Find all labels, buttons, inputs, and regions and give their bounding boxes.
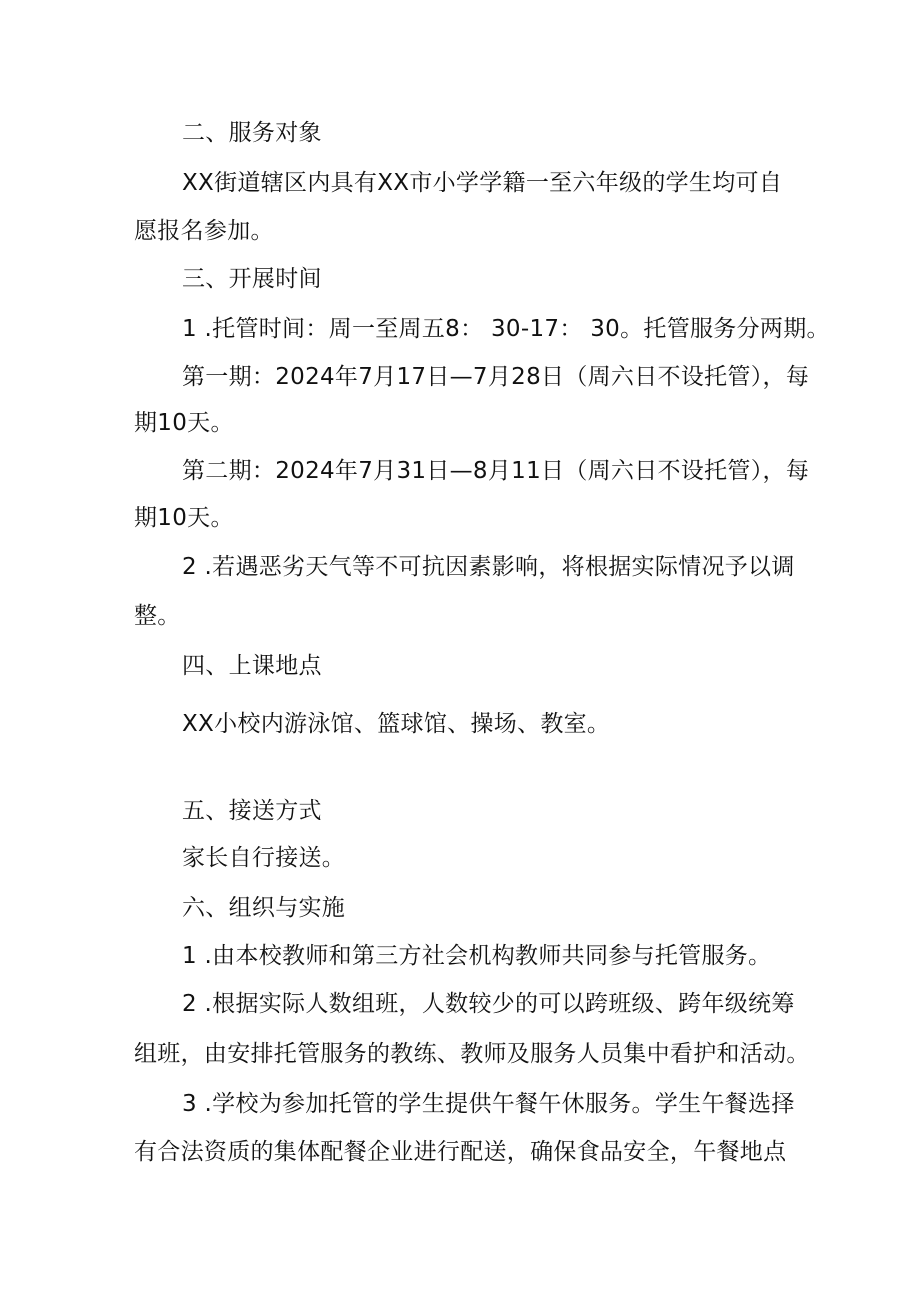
paragraph-line: 第一期：2024年7月17日—7月28日（周六日不设托管），每 xyxy=(182,364,810,390)
section-heading-pickup: 五、接送方式 xyxy=(182,798,322,824)
paragraph-line: XX街道辖区内具有XX市小学学籍一至六年级的学生均可自 xyxy=(182,170,783,196)
paragraph-line: 1 .由本校教师和第三方社会机构教师共同参与托管服务。 xyxy=(182,943,772,969)
paragraph-line: 家长自行接送。 xyxy=(182,845,346,871)
paragraph-line: 愿报名参加。 xyxy=(134,218,274,244)
paragraph-line: 1 .托管时间：周一至周五8： 30-17： 30。托管服务分两期。 xyxy=(182,316,830,342)
section-heading-schedule: 三、开展时间 xyxy=(182,266,322,292)
paragraph-line: 第二期：2024年7月31日—8月11日（周六日不设托管），每 xyxy=(182,458,810,484)
paragraph-line: 有合法资质的集体配餐企业进行配送，确保食品安全，午餐地点 xyxy=(134,1139,787,1165)
section-heading-organization: 六、组织与实施 xyxy=(182,895,346,921)
paragraph-line: 组班，由安排托管服务的教练、教师及服务人员集中看护和活动。 xyxy=(134,1041,810,1067)
paragraph-line: 2 .根据实际人数组班，人数较少的可以跨班级、跨年级统筹 xyxy=(182,991,795,1017)
paragraph-line: 期10天。 xyxy=(134,410,234,436)
section-heading-service-target: 二、服务对象 xyxy=(182,120,322,146)
paragraph-line: 2 .若遇恶劣天气等不可抗因素影响，将根据实际情况予以调 xyxy=(182,554,795,580)
paragraph-line: 3 .学校为参加托管的学生提供午餐午休服务。学生午餐选择 xyxy=(182,1091,795,1117)
paragraph-line: 整。 xyxy=(134,603,181,629)
paragraph-line: XX小校内游泳馆、篮球馆、操场、教室。 xyxy=(182,711,611,737)
section-heading-location: 四、上课地点 xyxy=(182,653,322,679)
paragraph-line: 期10天。 xyxy=(134,505,234,531)
